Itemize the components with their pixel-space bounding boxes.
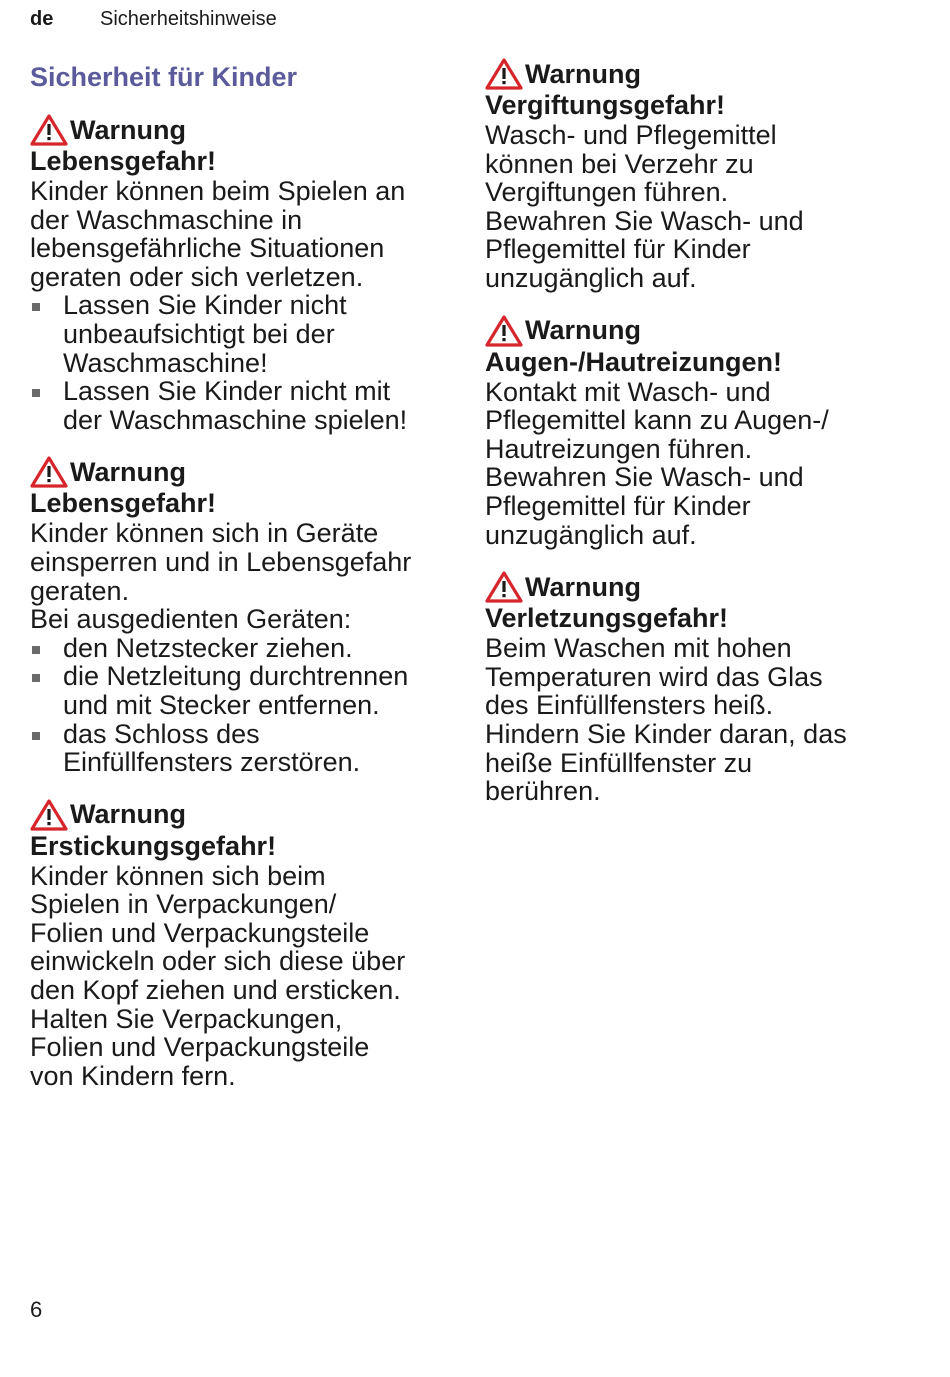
warning-triangle-icon [30, 114, 68, 146]
square-bullet-icon [32, 732, 40, 740]
bullet-text-line: die Netzleitung durchtrennen [63, 661, 409, 692]
warning-text-line: Pflegemittel für Kinder [485, 234, 751, 265]
warning-text-line: unzugänglich auf. [485, 262, 697, 293]
bullet-item [30, 720, 450, 777]
page-title: Sicherheit für Kinder [30, 62, 298, 92]
warning-text-line: einsperren und in Lebensgefahr [30, 546, 412, 577]
warning-text-line: Bewahren Sie Wasch- und [485, 462, 804, 493]
warning-text-line: Temperaturen wird das Glas [485, 661, 823, 692]
hazard-title: Verletzungsgefahr! [485, 603, 729, 634]
warning-text-line: von Kindern fern. [30, 1060, 236, 1091]
warning-text-line: Kinder können sich in Geräte [30, 518, 379, 549]
hazard-title: Lebensgefahr! [30, 146, 217, 176]
warning-triangle-icon [485, 58, 523, 90]
right-column [485, 58, 925, 828]
hazard-title: Vergiftungsgefahr! [485, 90, 726, 120]
warning-text-line: Bewahren Sie Wasch- und [485, 205, 804, 236]
hazard-title: Lebensgefahr! [30, 488, 217, 519]
bullet-list [30, 634, 450, 777]
bullet-item [30, 377, 450, 434]
bullet-text-line: und mit Stecker entfernen. [63, 689, 380, 720]
bullet-item [30, 291, 450, 377]
warning-text-line: berühren. [485, 776, 601, 807]
warning-triangle-icon [485, 571, 523, 603]
warning-heading [485, 571, 925, 603]
warning-heading [30, 799, 450, 831]
warning-block [485, 315, 925, 550]
warning-text-line: Kontakt mit Wasch- und [485, 376, 771, 407]
warning-block [30, 456, 450, 776]
warning-text-line: Pflegemittel kann zu Augen-/ [485, 405, 829, 436]
warning-text-line: Kinder können beim Spielen an [30, 176, 406, 206]
right-warnings [485, 58, 925, 806]
left-column [30, 58, 450, 1112]
bullet-text-line: Lassen Sie Kinder nicht mit [63, 376, 391, 407]
warning-text-line: Kinder können sich beim [30, 860, 326, 891]
square-bullet-icon [32, 646, 40, 654]
bullet-text-line: Einfüllfensters zerstören. [63, 747, 361, 778]
square-bullet-icon [32, 389, 40, 397]
warning-block [485, 571, 925, 806]
warning-triangle-icon [30, 456, 68, 488]
bullet-item [30, 662, 450, 719]
warning-label: Warnung [70, 114, 186, 145]
warning-text-line: Vergiftungen führen. [485, 177, 729, 208]
warning-text-line: Beim Waschen mit hohen [485, 633, 792, 664]
warning-text-line: Folien und Verpackungsteile [30, 917, 370, 948]
warning-heading [30, 114, 450, 146]
square-bullet-icon [32, 674, 40, 682]
warning-text-line: geraten oder sich verletzen. [30, 261, 364, 292]
warning-label: Warnung [525, 58, 641, 89]
warning-label: Warnung [70, 799, 186, 830]
bullet-text-line: der Waschmaschine spielen! [63, 404, 408, 435]
left-warnings [30, 114, 450, 1090]
bullet-text-line: das Schloss des [63, 718, 260, 749]
warning-label: Warnung [525, 315, 641, 346]
page-number: 6 [30, 1297, 43, 1322]
warning-text-line: heiße Einfüllfenster zu [485, 747, 753, 778]
warning-text-line: Spielen in Verpackungen/ [30, 889, 337, 920]
warning-text-line: Hautreizungen führen. [485, 433, 753, 464]
warning-block [485, 58, 925, 293]
bullet-text-line: Lassen Sie Kinder nicht [63, 290, 347, 321]
warning-text-line: geraten. [30, 575, 130, 606]
warning-text-line: der Waschmaschine in [30, 204, 303, 235]
page-header [30, 8, 277, 34]
bullet-text-line: den Netzstecker ziehen. [63, 632, 353, 663]
warning-block [30, 799, 450, 1091]
warning-label: Warnung [70, 456, 186, 487]
warning-text-line: Pflegemittel für Kinder [485, 490, 751, 521]
warning-text-line: können bei Verzehr zu [485, 148, 754, 179]
warning-text-line: einwickeln oder sich diese über [30, 946, 406, 977]
warning-text-line: Hindern Sie Kinder daran, das [485, 718, 847, 749]
bullet-text-line: Waschmaschine! [63, 347, 268, 378]
warning-text-line: Wasch- und Pflegemittel [485, 120, 777, 150]
warning-text-line: Halten Sie Verpackungen, [30, 1003, 343, 1034]
bullet-list [30, 291, 450, 434]
warning-triangle-icon [30, 799, 68, 831]
warning-heading [485, 58, 925, 90]
warning-triangle-icon [485, 315, 523, 347]
warning-text-line: lebensgefährliche Situationen [30, 233, 385, 264]
warning-label: Warnung [525, 571, 641, 602]
bullet-text-line: unbeaufsichtigt bei der [63, 318, 335, 349]
warning-text-line: den Kopf ziehen und ersticken. [30, 975, 401, 1006]
hazard-title: Augen-/Hautreizungen! [485, 346, 782, 377]
bullet-item [30, 634, 450, 663]
warning-heading [485, 315, 925, 347]
hazard-title: Erstickungsgefahr! [30, 830, 277, 861]
warning-block [30, 114, 450, 434]
warning-text-line: unzugänglich auf. [485, 519, 697, 550]
warning-text-line: des Einfüllfensters heiß. [485, 690, 774, 721]
section-title: Sicherheitshinweise [100, 8, 277, 30]
warning-heading [30, 456, 450, 488]
warning-text-line: Folien und Verpackungsteile [30, 1032, 370, 1063]
square-bullet-icon [32, 303, 40, 311]
language-code: de [30, 8, 54, 30]
warning-text-line: Bei ausgedienten Geräten: [30, 604, 352, 635]
